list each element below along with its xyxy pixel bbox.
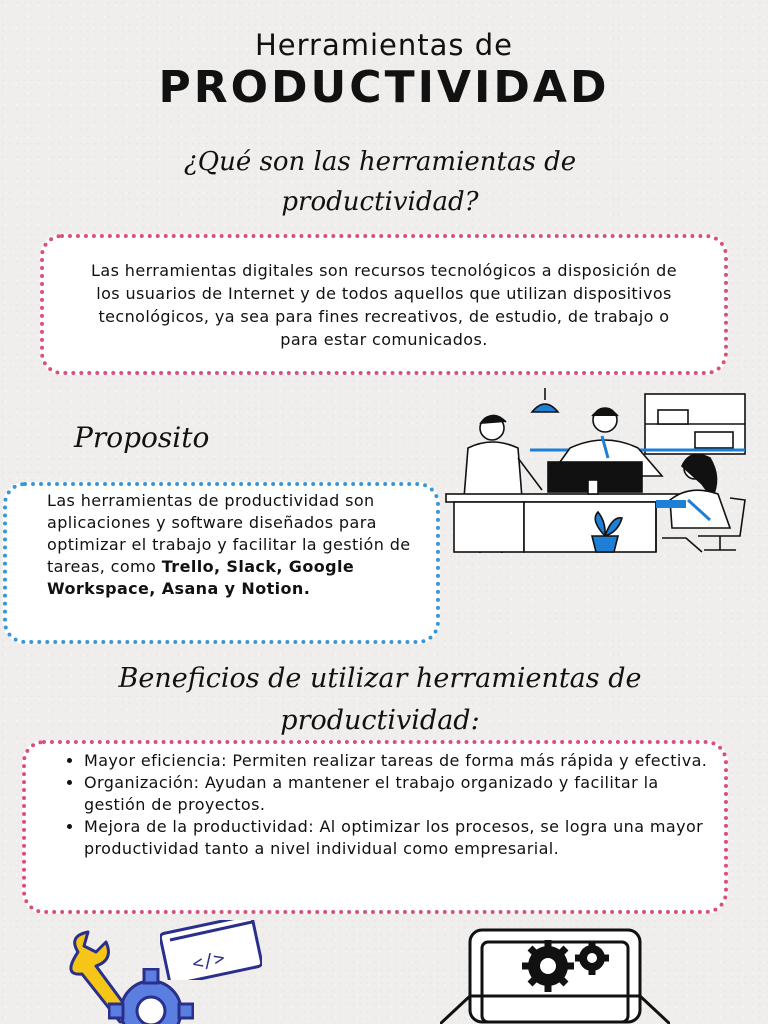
benefits-heading-line-2: productividad: — [280, 705, 480, 736]
benefits-box — [22, 740, 728, 914]
office-team-illustration — [440, 388, 760, 558]
benefits-heading-line-1: Beneficios de utilizar herramientas de — [118, 663, 642, 694]
definition-text: Las herramientas digitales son recursos tecnológicos a disposición de los usuarios de Internet y de todos aquellos que utilizan dispositivos tecnológicos, ya sea para fines recreativos, de estudio, de trabajo o para estar comunicados. — [91, 260, 677, 349]
page-title: PRODUCTIVIDAD — [158, 62, 610, 113]
heading-line-2: productividad? — [281, 187, 479, 217]
definition-box — [40, 234, 728, 375]
benefit-item: • Organización: Ayudan a mantener el trabajo organizado y facilitar la gestión de proyectos. — [84, 772, 714, 816]
purpose-box — [3, 482, 440, 644]
heading-line-1: ¿Qué son las herramientas de — [183, 147, 577, 177]
section-heading-beneficios — [30, 658, 730, 742]
benefits-list — [26, 750, 714, 860]
benefit-item: • Mayor eficiencia: Permiten realizar tareas de forma más rápida y efectiva. — [84, 750, 714, 772]
purpose-text — [47, 490, 419, 600]
section-heading-que-son — [110, 142, 650, 222]
svg-text:</>: </> — [190, 947, 227, 975]
purpose-text-plain: Las herramientas de productividad son aplicaciones y software diseñados para optimizar el trabajo y facilitar la gestión de tareas, como — [47, 491, 411, 576]
title-top: Herramientas de — [254, 28, 513, 62]
benefit-item: • Mejora de la productividad: Al optimizar los procesos, se logra una mayor productividad tanto a nivel individual como empresarial. — [84, 816, 714, 860]
purpose-tools-list: Trello, Slack, Google Workspace, Asana y Notion. — [47, 557, 355, 598]
laptop-gears-icon — [440, 926, 670, 1024]
gear-icon — [108, 968, 194, 1024]
section-heading-proposito: Proposito — [74, 421, 210, 454]
